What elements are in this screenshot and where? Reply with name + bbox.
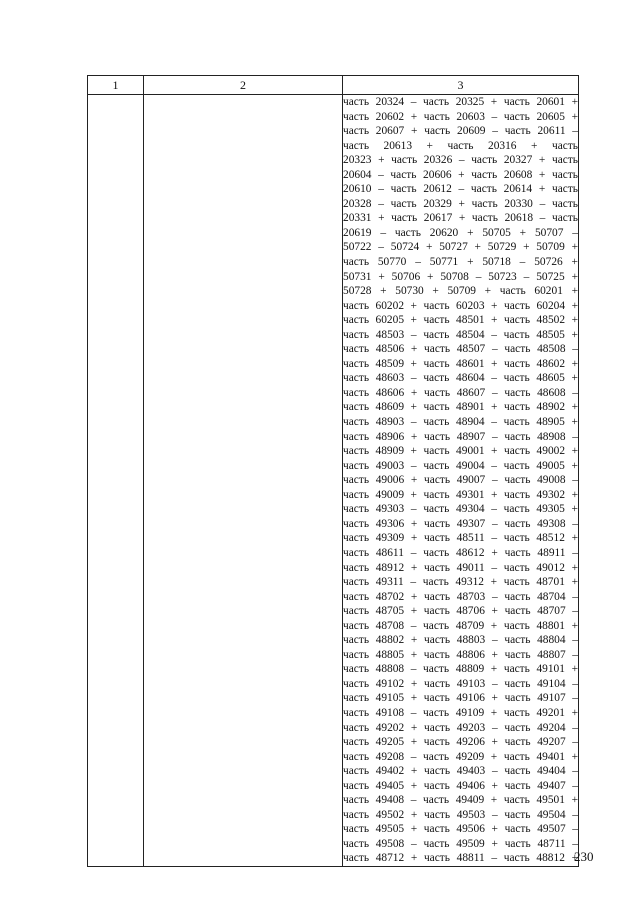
text-line: часть 49006 + часть 49007 – часть 49008 – xyxy=(343,474,578,487)
cell-col-3 xyxy=(343,95,579,867)
text-line: 20610 – часть 20612 – часть 20614 + часть xyxy=(343,183,578,196)
text-line: 20331 + часть 20617 + часть 20618 – часть xyxy=(343,212,578,225)
text-line: часть 48802 + часть 48803 – часть 48804 – xyxy=(343,634,578,647)
text-line: 50731 + 50706 + 50708 – 50723 – 50725 + xyxy=(343,270,578,283)
header-col-1: 1 xyxy=(88,76,144,95)
text-line: часть 49003 – часть 49004 – часть 49005 + xyxy=(343,459,578,472)
text-line: часть 48702 + часть 48703 – часть 48704 – xyxy=(343,590,578,603)
text-line: часть 20602 + часть 20603 – часть 20605 + xyxy=(343,110,578,123)
text-line: часть 49205 + часть 49206 + часть 49207 – xyxy=(343,736,578,749)
text-line: часть 48906 + часть 48907 – часть 48908 – xyxy=(343,430,578,443)
text-line: часть 20613 + часть 20316 + часть xyxy=(343,139,578,152)
text-line: часть 48611 – часть 48612 + часть 48911 – xyxy=(343,546,578,559)
text-line: часть 48503 – часть 48504 – часть 48505 + xyxy=(343,328,578,341)
text-line: часть 49208 – часть 49209 + часть 49401 + xyxy=(343,750,578,763)
text-line: часть 48903 – часть 48904 – часть 48905 + xyxy=(343,416,578,429)
text-line: часть 49303 – часть 49304 – часть 49305 + xyxy=(343,503,578,516)
text-line: часть 49408 – часть 49409 + часть 49501 + xyxy=(343,794,578,807)
text-line: часть 49108 – часть 49109 + часть 49201 + xyxy=(343,706,578,719)
text-line: 20328 – часть 20329 + часть 20330 – часть xyxy=(343,197,578,210)
text-line: часть 49102 + часть 49103 – часть 49104 – xyxy=(343,677,578,690)
text-line: часть 49009 + часть 49301 + часть 49302 + xyxy=(343,488,578,501)
text-line: часть 48606 + часть 48607 – часть 48608 – xyxy=(343,386,578,399)
text-line: 50722 – 50724 + 50727 + 50729 + 50709 + xyxy=(343,241,578,254)
text-line: часть 49502 + часть 49503 – часть 49504 – xyxy=(343,808,578,821)
text-line: часть 60205 + часть 48501 + часть 48502 + xyxy=(343,314,578,327)
text-line: часть 48805 + часть 48806 + часть 48807 – xyxy=(343,648,578,661)
text-line: часть 48808 – часть 48809 + часть 49101 + xyxy=(343,663,578,676)
text-line: часть 20324 – часть 20325 + часть 20601 + xyxy=(343,96,578,108)
text-line: 20619 – часть 20620 + 50705 + 50707 – xyxy=(343,226,578,239)
text-line: 50728 + 50730 + 50709 + часть 60201 + xyxy=(343,285,578,298)
text-line: часть 48603 – часть 48604 – часть 48605 + xyxy=(343,372,578,385)
text-line: часть 48506 + часть 48507 – часть 48508 – xyxy=(343,343,578,356)
text-line: часть 49309 + часть 48511 – часть 48512 + xyxy=(343,532,578,545)
text-line: часть 49105 + часть 49106 + часть 49107 – xyxy=(343,692,578,705)
text-line: часть 60202 + часть 60203 + часть 60204 + xyxy=(343,299,578,312)
text-line: часть 48909 + часть 49001 + часть 49002 + xyxy=(343,445,578,458)
header-col-3: 3 xyxy=(343,76,579,95)
header-col-2: 2 xyxy=(144,76,343,95)
text-line: часть 48609 + часть 48901 + часть 48902 + xyxy=(343,401,578,414)
text-line: часть 48912 + часть 49011 – часть 49012 + xyxy=(343,561,578,574)
text-line: часть 20607 + часть 20609 – часть 20611 – xyxy=(343,125,578,138)
text-line: часть 49405 + часть 49406 + часть 49407 – xyxy=(343,779,578,792)
text-line: часть 49202 + часть 49203 – часть 49204 – xyxy=(343,721,578,734)
text-line: часть 48712 + часть 48811 – часть 48812 + xyxy=(343,852,578,865)
formula-text xyxy=(343,95,578,866)
text-line: часть 49508 – часть 49509 + часть 48711 – xyxy=(343,837,578,850)
text-line: часть 48708 – часть 48709 + часть 48801 + xyxy=(343,619,578,632)
text-line: часть 48705 + часть 48706 + часть 48707 – xyxy=(343,605,578,618)
text-line: часть 49306 + часть 49307 – часть 49308 – xyxy=(343,517,578,530)
text-line: 20323 + часть 20326 – часть 20327 + часть xyxy=(343,154,578,167)
document-table xyxy=(87,75,579,867)
cell-col-2 xyxy=(144,95,343,867)
text-line: часть 49311 – часть 49312 + часть 48701 + xyxy=(343,576,578,589)
page-number: 230 xyxy=(574,849,594,864)
cell-col-1 xyxy=(88,95,144,867)
table-header-row xyxy=(88,76,579,95)
text-line: часть 50770 – 50771 + 50718 – 50726 + xyxy=(343,256,578,269)
table-row xyxy=(88,95,579,867)
text-line: часть 49505 + часть 49506 + часть 49507 – xyxy=(343,823,578,836)
text-line: часть 48509 + часть 48601 + часть 48602 + xyxy=(343,357,578,370)
text-line: часть 49402 + часть 49403 – часть 49404 – xyxy=(343,765,578,778)
text-line: 20604 – часть 20606 + часть 20608 + часть xyxy=(343,168,578,181)
